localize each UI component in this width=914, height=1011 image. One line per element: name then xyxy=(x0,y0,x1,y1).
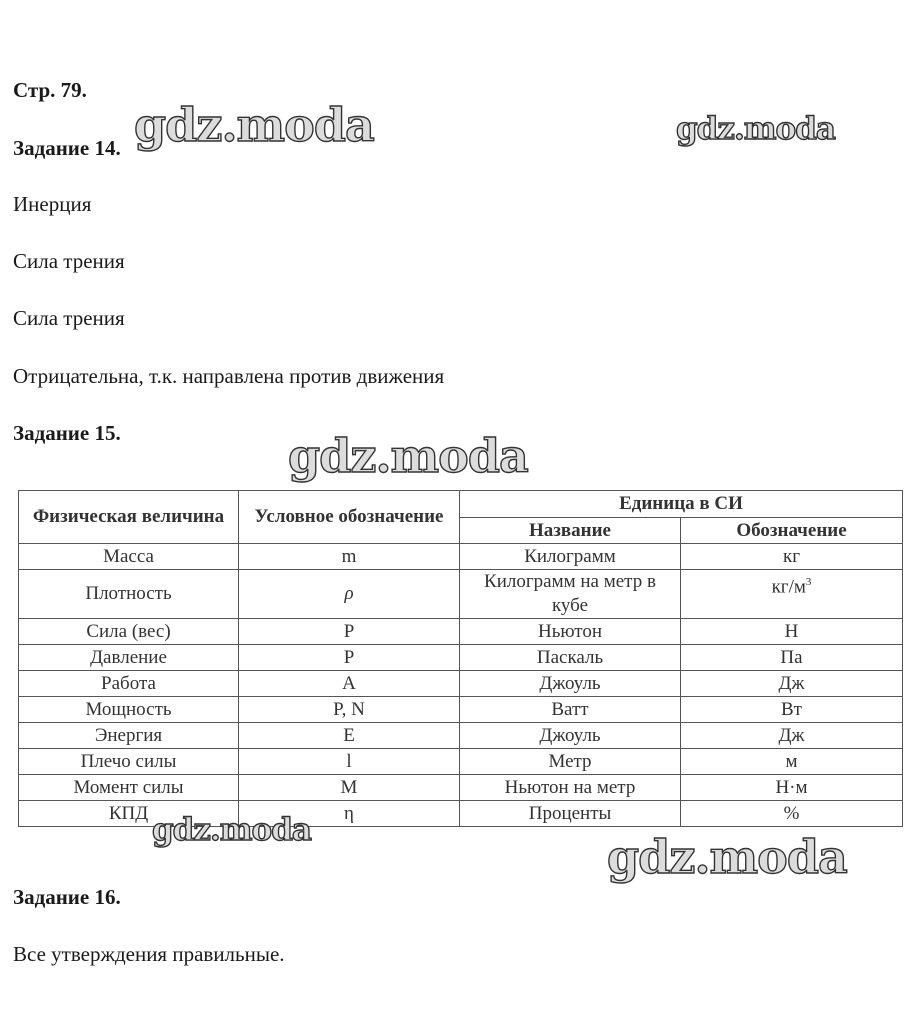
cell-symbol: A xyxy=(239,671,460,697)
cell-unit-name: Ньютон xyxy=(460,619,681,645)
si-units-table xyxy=(18,490,903,827)
cell-symbol: η xyxy=(239,801,460,827)
task-15-title: Задание 15. xyxy=(13,421,121,445)
cell-unit-designation: м xyxy=(681,749,903,775)
cell-unit-name: Килограмм xyxy=(460,544,681,570)
cell-quantity: Давление xyxy=(19,645,239,671)
unit-designation-text: кг/м xyxy=(771,576,806,598)
table-row xyxy=(19,619,903,645)
table-row xyxy=(19,775,903,801)
cell-unit-designation: Па xyxy=(681,645,903,671)
watermark-logo: gdz.moda xyxy=(134,98,374,152)
cell-quantity: Момент силы xyxy=(19,775,239,801)
cell-unit-designation: Вт xyxy=(681,697,903,723)
table-row xyxy=(19,570,903,619)
cell-unit-designation: Дж xyxy=(681,671,903,697)
cell-unit-name: Метр xyxy=(460,749,681,775)
cell-symbol: l xyxy=(239,749,460,775)
table-row xyxy=(19,645,903,671)
cell-symbol: m xyxy=(239,544,460,570)
task-14-answer-4: Отрицательна, т.к. направлена против движения xyxy=(13,364,445,388)
cell-unit-name: Килограмм на метр в кубе xyxy=(460,570,681,619)
task-14-answer-3: Сила трения xyxy=(13,306,125,330)
table-row xyxy=(19,723,903,749)
cell-symbol: P xyxy=(239,645,460,671)
cell-unit-name: Проценты xyxy=(460,801,681,827)
table-row xyxy=(19,697,903,723)
table-row xyxy=(19,671,903,697)
header-quantity: Физическая величина xyxy=(19,491,239,544)
cell-symbol: P xyxy=(239,619,460,645)
cell-quantity: КПД xyxy=(19,801,239,827)
header-unit-name: Название xyxy=(460,518,681,544)
cell-unit-name: Джоуль xyxy=(460,723,681,749)
cell-quantity: Энергия xyxy=(19,723,239,749)
watermark-logo: gdz.moda xyxy=(288,429,528,483)
cell-symbol: E xyxy=(239,723,460,749)
task-14-title: Задание 14. xyxy=(13,136,121,160)
cell-unit-name: Паскаль xyxy=(460,645,681,671)
cell-unit-designation: Н xyxy=(681,619,903,645)
header-si-unit: Единица в СИ xyxy=(460,491,903,518)
cell-unit-designation: Дж xyxy=(681,723,903,749)
cell-quantity: Масса xyxy=(19,544,239,570)
cell-symbol: M xyxy=(239,775,460,801)
cell-unit-designation xyxy=(681,570,903,619)
cell-quantity: Плечо силы xyxy=(19,749,239,775)
cell-symbol: ρ xyxy=(239,570,460,619)
cell-unit-name: Ньютон на метр xyxy=(460,775,681,801)
cell-unit-designation: Н·м xyxy=(681,775,903,801)
page-number: Стр. 79. xyxy=(13,78,87,102)
cell-unit-name: Джоуль xyxy=(460,671,681,697)
watermark-logo: gdz.moda xyxy=(607,830,847,884)
task-16-answer: Все утверждения правильные. xyxy=(13,942,285,966)
unit-exponent: 3 xyxy=(805,576,812,588)
header-symbol: Условное обозначение xyxy=(239,491,460,544)
cell-unit-name: Ватт xyxy=(460,697,681,723)
table-row xyxy=(19,749,903,775)
cell-symbol: P, N xyxy=(239,697,460,723)
task-14-answer-2: Сила трения xyxy=(13,249,125,273)
cell-quantity: Плотность xyxy=(19,570,239,619)
table-row xyxy=(19,544,903,570)
task-16-title: Задание 16. xyxy=(13,885,121,909)
watermark-logo: gdz.moda xyxy=(152,812,311,848)
cell-unit-designation: кг xyxy=(681,544,903,570)
cell-quantity: Мощность xyxy=(19,697,239,723)
watermark-logo: gdz.moda xyxy=(676,111,835,147)
task-14-answer-1: Инерция xyxy=(13,192,92,216)
cell-quantity: Сила (вес) xyxy=(19,619,239,645)
cell-quantity: Работа xyxy=(19,671,239,697)
cell-unit-designation: % xyxy=(681,801,903,827)
header-unit-designation: Обозначение xyxy=(681,518,903,544)
